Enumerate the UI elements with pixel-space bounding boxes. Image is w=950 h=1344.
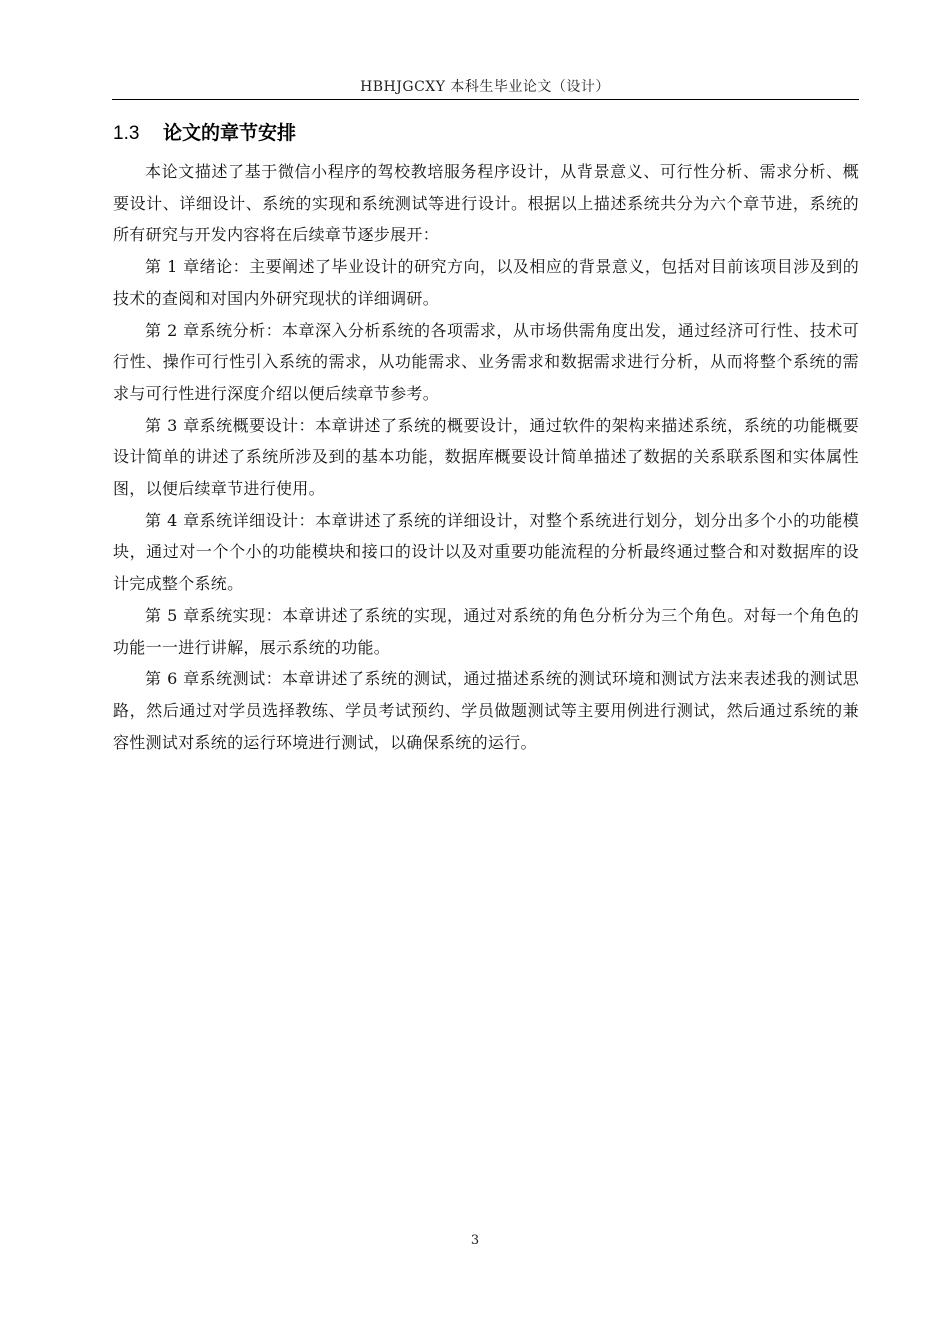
section-number: 1.3	[113, 123, 140, 144]
chapter-1-paragraph: 第 1 章绪论：主要阐述了毕业设计的研究方向，以及相应的背景意义，包括对目前该项目涉及到的技术的查阅和对国内外研究现状的详细调研。	[113, 257, 859, 308]
chapter-6-paragraph: 第 6 章系统测试：本章讲述了系统的测试，通过描述系统的测试环境和测试方法来表述我的测试思路，然后通过对学员选择教练、学员考试预约、学员做题测试等主要用例进行测试，然后通过系统的兼容性测试对系统的运行环境进行测试，以确保系统的运行。	[113, 669, 859, 752]
section-title: 论文的章节安排	[163, 122, 297, 144]
body-text	[113, 156, 859, 758]
header-divider	[112, 99, 859, 100]
intro-paragraph: 本论文描述了基于微信小程序的驾校教培服务程序设计，从背景意义、可行性分析、需求分析、概要设计、详细设计、系统的实现和系统测试等进行设计。根据以上描述系统共分为六个章节进，系统的所有研究与开发内容将在后续章节逐步展开：	[113, 162, 859, 245]
chapter-2-paragraph: 第 2 章系统分析：本章深入分析系统的各项需求，从市场供需角度出发，通过经济可行性、技术可行性、操作可行性引入系统的需求，从功能需求、业务需求和数据需求进行分析，从而将整个系统的需求与可行性进行深度介绍以便后续章节参考。	[113, 320, 859, 403]
page-header: HBHJGCXY 本科生毕业论文（设计）	[360, 79, 610, 95]
chapter-5-paragraph: 第 5 章系统实现：本章讲述了系统的实现，通过对系统的角色分析分为三个角色。对每一个角色的功能一一进行讲解，展示系统的功能。	[113, 605, 859, 657]
page-number: 3	[470, 1233, 480, 1248]
chapter-3-paragraph: 第 3 章系统概要设计：本章讲述了系统的概要设计，通过软件的架构来描述系统，系统的功能概要设计简单的讲述了系统所涉及到的基本功能，数据库概要设计简单描述了数据的关系联系图和实体属性图，以便后续章节进行使用。	[113, 415, 859, 499]
section-heading	[113, 118, 296, 145]
chapter-4-paragraph: 第 4 章系统详细设计：本章讲述了系统的详细设计，对整个系统进行划分，划分出多个小的功能模块，通过对一个个小的功能模块和接口的设计以及对重要功能流程的分析最终通过整合和对数据库的设计完成整个系统。	[113, 510, 859, 594]
